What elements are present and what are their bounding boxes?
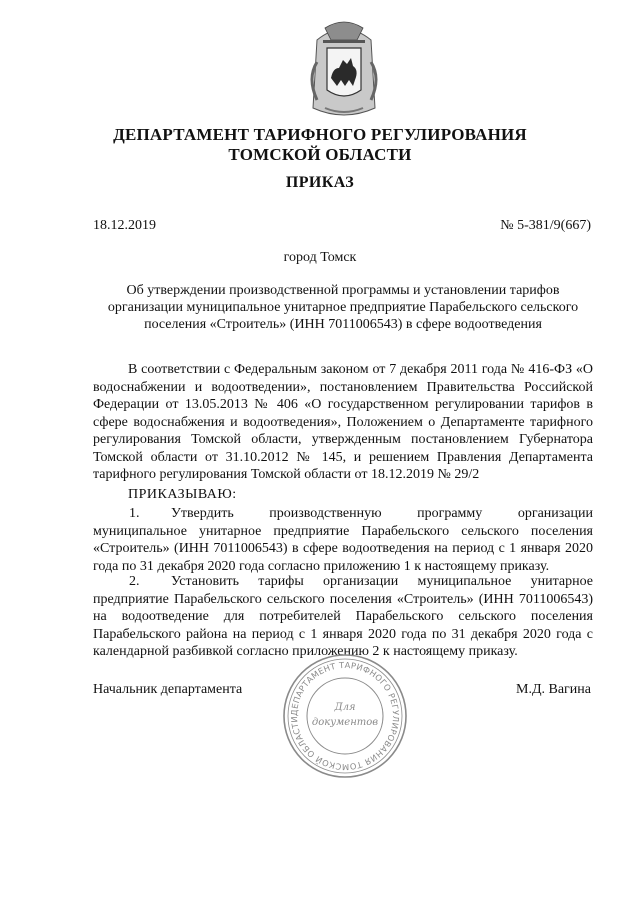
order-item-text: Утвердить производственную программу организации муниципальное унитарное предприятие Парабельского сельского поселения «Строитель» (ИНН 7011006543) в сфере водоотведения на период с 1 января 2020 года по 31 декабря 2020 года согласно приложению 1 к настоящему приказу.: [93, 506, 593, 574]
order-item: [93, 573, 593, 661]
signatory-name: М.Д. Вагина: [516, 682, 591, 697]
document-type: ПРИКАЗ: [285, 174, 355, 191]
order-item-number: 2.: [129, 574, 140, 589]
preamble-paragraph: В соответствии с Федеральным законом от 7 декабря 2011 года № 416-ФЗ «О водоснабжении и водоотведении», постановлением Правительства Российской Федерации от 13.05.2013 № 406 «О государственном регулировании тарифов в сфере водоснабжения и водоотведения», Положением о Департаменте тарифного регулирования Томской области, утвержденным постановлением Губернатора Томской области от 31.10.2012 № 145, и решением Правления Департамента тарифного регулирования Томской области от 18.12.2019 № 29/2: [93, 362, 593, 482]
document-date: 18.12.2019: [93, 218, 156, 233]
order-item: [93, 505, 593, 575]
seal-center-line2: документов: [311, 717, 379, 728]
order-heading: ПРИКАЗЫВАЮ:: [128, 487, 237, 502]
document-city: город Томск: [283, 250, 357, 265]
document-subject: Об утверждении производственной программы и установлении тарифов организации муниципальное унитарное предприятие Парабельского сельского поселения «Строитель» (ИНН 7011006543) в сфере водоотведения: [107, 283, 579, 332]
order-item-text: Установить тарифы организации муниципальное унитарное предприятие Парабельского сельского поселения «Строитель» (ИНН 7011006543) на водоотведение для потребителей Парабельского сельского поселения Парабельского района на период с 1 января 2020 года по 31 декабря 2020 года с календарной разбивкой согласно приложению 2 к настоящему приказу.: [93, 574, 593, 659]
svg-text:ДЕПАРТАМЕНТ ТАРИФНОГО РЕГУЛИРО: [289, 660, 401, 772]
document-number: № 5-381/9(667): [500, 218, 591, 233]
seal-stamp: [280, 652, 410, 780]
signatory-title: Начальник департамента: [93, 682, 243, 697]
seal-center-line1: Для: [334, 702, 356, 713]
seal-ring-text: ДЕПАРТАМЕНТ ТАРИФНОГО РЕГУЛИРОВАНИЯ ТОМСКОЙ ОБЛАСТИ: [288, 659, 402, 773]
coat-of-arms-icon: [295, 18, 393, 122]
department-name-line2: ТОМСКОЙ ОБЛАСТИ: [228, 145, 412, 164]
department-name-line1: ДЕПАРТАМЕНТ ТАРИФНОГО РЕГУЛИРОВАНИЯ: [113, 125, 527, 144]
order-item-number: 1.: [129, 506, 140, 521]
